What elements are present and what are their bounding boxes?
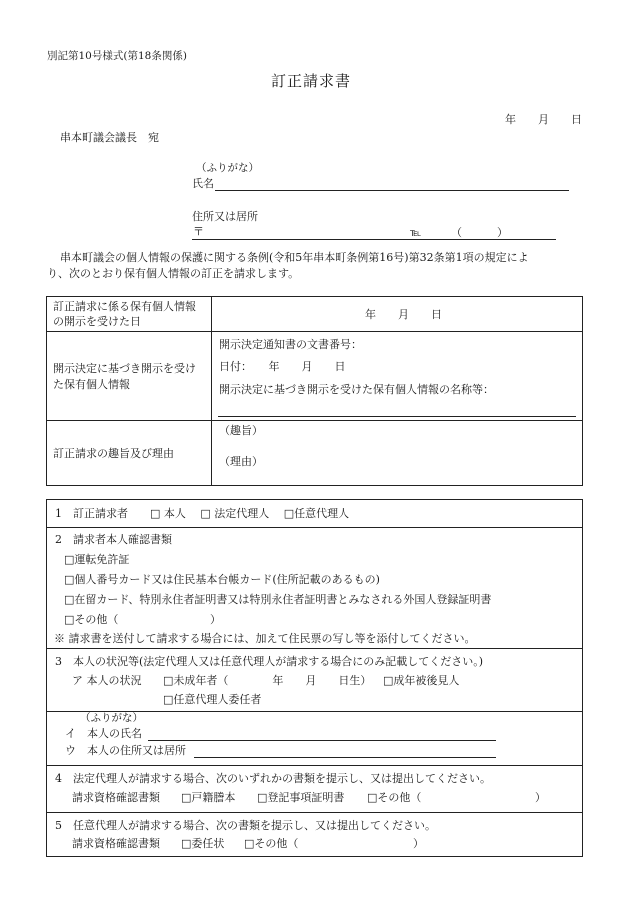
reason-field[interactable]: （理由） [219, 455, 263, 468]
form-number: 別記第10号様式(第18条関係) [47, 50, 187, 62]
status-adult-ward[interactable]: □成年被後見人 [383, 674, 460, 687]
purpose-reason-label: 訂正請求の趣旨及び理由 [53, 447, 174, 460]
requester-address-label: 住所又は居所 [192, 210, 258, 223]
principal-address-field[interactable] [194, 757, 496, 758]
requester-address-field[interactable] [192, 239, 556, 240]
agent-doc-power-of-attorney[interactable]: □委任状 [181, 837, 225, 850]
principal-name-field[interactable] [148, 740, 496, 741]
identity-doc-residence-card[interactable]: □在留カード、特別永住者証明書又は特別永住者証明書とみなされる外国人登録証明書 [64, 593, 492, 606]
legal-rep-doc-other-close: ） [535, 791, 546, 804]
principal-furigana-label: （ふりがな） [80, 712, 143, 724]
status-delegator[interactable]: □任意代理人委任者 [163, 693, 262, 706]
table1-divider [211, 296, 212, 486]
purpose-field[interactable]: （趣旨） [219, 424, 263, 437]
tel-paren-open: （ [451, 226, 462, 239]
principal-status-label: ア 本人の状況 [72, 674, 142, 687]
principal-name-label: イ 本人の氏名 [65, 727, 142, 740]
identity-doc-other[interactable]: □その他（ [64, 613, 119, 626]
requester-type-options[interactable]: 1 訂正請求者 □ 本人 □ 法定代理人 □任意代理人 [55, 507, 350, 520]
table2-sep-2 [46, 648, 583, 649]
identity-doc-other-close: ） [210, 613, 221, 626]
agent-doc-other[interactable]: □その他（ [244, 837, 299, 850]
requester-furigana-label: （ふりがな） [196, 162, 259, 174]
notice-document-number[interactable]: 開示決定通知書の文書番号： [219, 338, 362, 351]
table1-row-sep-2 [46, 420, 583, 421]
disclosed-info-label-2: た保有個人情報 [53, 378, 130, 391]
postal-mark: 〒 [193, 225, 204, 238]
page-title: 訂正請求書 [271, 72, 352, 90]
intro-line-2: り、次のとおり保有個人情報の訂正を請求します。 [47, 267, 300, 280]
identity-docs-title: 2 請求者本人確認書類 [55, 533, 172, 546]
intro-line-1: 串本町議会の個人情報の保護に関する条例(令和5年串本町条例第16号)第32条第1項の規定によ [60, 251, 529, 264]
table2-sep-5 [46, 812, 583, 813]
agent-docs-label: 請求資格確認書類 [72, 837, 160, 850]
status-minor[interactable]: □未成年者（ 年 月 日生） [163, 674, 372, 687]
submission-date: 年 月 日 [505, 113, 582, 126]
tel-paren-close: ） [497, 226, 508, 239]
tel-label: ℡ [410, 227, 422, 239]
principal-status-title: 3 本人の状況等(法定代理人又は任意代理人が請求する場合にのみ記載してください。) [55, 655, 484, 668]
requester-name-label: 氏名 [192, 177, 214, 190]
table2-sep-4 [46, 765, 583, 766]
legal-rep-docs-title: 4 法定代理人が請求する場合、次のいずれかの書類を提示し、又は提出してください。 [55, 772, 491, 785]
legal-rep-doc-registry-cert[interactable]: □登記事項証明書 [257, 791, 345, 804]
identity-doc-drivers-license[interactable]: □運転免許証 [64, 553, 130, 566]
table2-sep-1 [46, 527, 583, 528]
legal-rep-doc-family-register[interactable]: □戸籍謄本 [181, 791, 236, 804]
requester-name-field[interactable] [215, 190, 569, 191]
notice-date[interactable]: 日付： 年 月 日 [219, 360, 346, 373]
principal-address-label: ウ 本人の住所又は居所 [65, 744, 186, 757]
addressee: 串本町議会議長 宛 [60, 131, 159, 144]
disclosure-date-label-1: 訂正請求に係る保有個人情報 [53, 300, 196, 313]
disclosed-info-name[interactable]: 開示決定に基づき開示を受けた保有個人情報の名称等： [219, 383, 494, 396]
disclosure-date-label-2: の開示を受けた日 [53, 315, 141, 328]
identity-doc-my-number-card[interactable]: □個人番号カード又は住民基本台帳カード(住所記載のあるもの) [64, 573, 380, 586]
agent-docs-title: 5 任意代理人が請求する場合、次の書類を提示し、又は提出してください。 [55, 819, 436, 832]
disclosed-info-name-field[interactable] [218, 416, 576, 417]
legal-rep-docs-label: 請求資格確認書類 [72, 791, 160, 804]
table1-row-sep-1 [46, 331, 583, 332]
disclosure-date-value[interactable]: 年 月 日 [365, 308, 442, 321]
legal-rep-doc-other[interactable]: □その他（ [367, 791, 422, 804]
agent-doc-other-close: ） [413, 837, 424, 850]
identity-docs-note: ※ 請求書を送付して請求する場合には、加えて住民票の写し等を添付してください。 [54, 632, 476, 645]
disclosed-info-label-1: 開示決定に基づき開示を受け [53, 362, 196, 375]
